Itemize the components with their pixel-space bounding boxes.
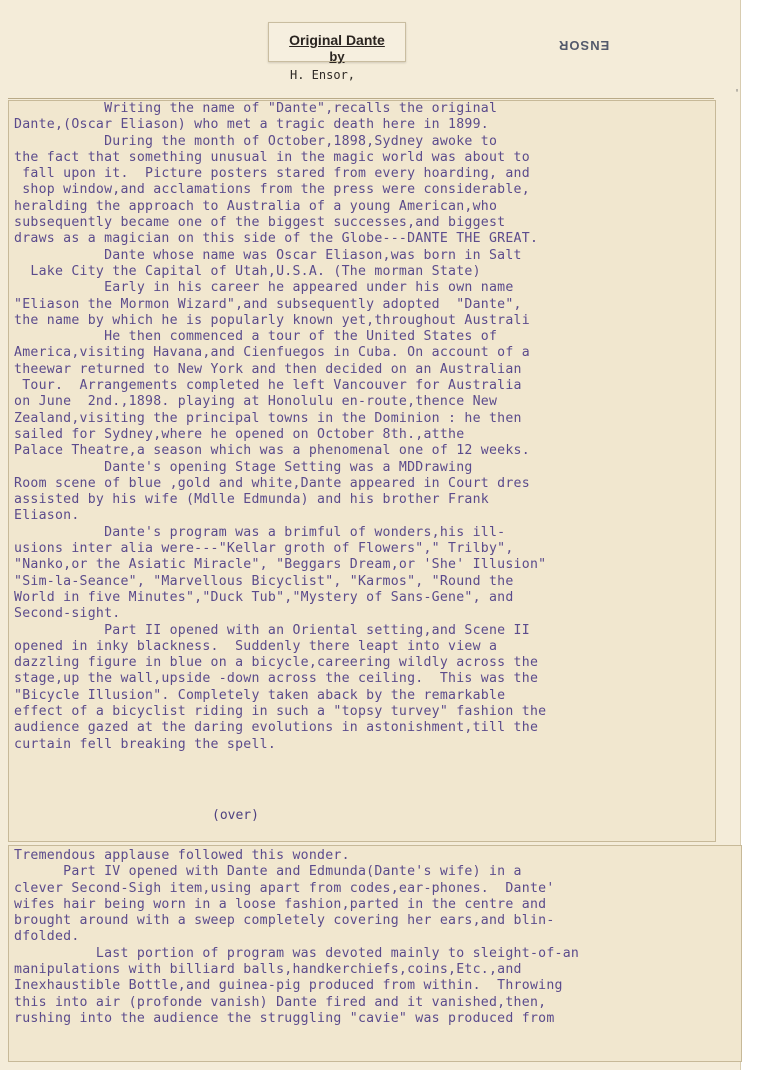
typed-line: assisted by his wife (Mdlle Edmunda) and his brother Frank (14, 492, 489, 508)
typed-line: draws as a magician on this side of the Globe---DANTE THE GREAT. (14, 231, 539, 247)
typed-line: heralding the approach to Australia of a young American,who (14, 198, 498, 214)
page-title: Original Dante (289, 32, 385, 48)
top-rule (8, 98, 714, 99)
typed-line: Early in his career he appeared under his own name (14, 280, 514, 296)
typed-line: Dante's program was a brimful of wonders,his ill- (14, 524, 506, 540)
typed-line: World in five Minutes","Duck Tub","Mystery of Sans-Gene", and (14, 589, 514, 605)
typed-line: on June 2nd.,1898. playing at Honolulu en-route,thence New (14, 394, 498, 410)
typed-line: He then commenced a tour of the United States of (14, 329, 498, 345)
typed-line: Second-sight. (14, 606, 121, 622)
typed-line: shop window,and acclamations from the press were considerable, (14, 182, 530, 198)
margin-pencil-mark: ' (734, 88, 741, 99)
typed-line: "Eliason the Mormon Wizard",and subsequently adopted "Dante", (14, 296, 522, 312)
typed-line: usions inter alia were---"Kellar groth of Flowers"," Trilby", (14, 541, 514, 557)
typed-line: curtain fell breaking the spell. (14, 736, 277, 752)
typed-line: opened in inky blackness. Suddenly there leapt into view a (14, 638, 498, 654)
typed-line: dfolded. (14, 929, 80, 945)
typed-line: "Nanko,or the Asiatic Miracle", "Beggars Dream,or 'She' Illusion" (14, 557, 547, 573)
byline-by: by (329, 49, 345, 64)
title-label (268, 22, 406, 62)
typed-line: the fact that something unusual in the magic world was about to (14, 149, 530, 165)
typed-line: Tour. Arrangements completed he left Vancouver for Australia (14, 378, 522, 394)
typed-line: Part IV opened with Dante and Edmunda(Dante's wife) in a (14, 864, 522, 880)
typed-line: Zealand,visiting the principal towns in the Dominion : he then (14, 410, 522, 426)
typed-line: Dante,(Oscar Eliason) who met a tragic death here in 1899. (14, 117, 489, 133)
typed-line: theewar returned to New York and then decided on an Australian (14, 361, 522, 377)
typed-line: Inexhaustible Bottle,and guinea-pig produced from within. Throwing (14, 978, 563, 994)
over-label: (over) (212, 808, 259, 823)
typed-line: subsequently became one of the biggest successes,and biggest (14, 215, 506, 231)
typed-line: During the month of October,1898,Sydney awoke to (14, 133, 498, 149)
typed-line: Last portion of program was devoted mainly to sleight-of-an (14, 945, 580, 961)
typed-line: Writing the name of "Dante",recalls the original (14, 101, 498, 116)
typed-line: rushing into the audience the struggling "cavie" was produced from (14, 1010, 555, 1026)
typed-line: dazzling figure in blue on a bicycle,careering wildly across the (14, 655, 539, 671)
typed-line: Dante whose name was Oscar Eliason,was born in Salt (14, 247, 522, 263)
ensor-stamp: ENSOR (558, 38, 610, 53)
typed-line: wifes hair being worn in a loose fashion,parted in the centre and (14, 896, 547, 912)
typed-line: Room scene of blue ,gold and white,Dante appeared in Court dres (14, 475, 530, 491)
typed-line: Eliason. (14, 508, 80, 524)
typed-line: this into air (profonde vanish) Dante fired and it vanished,then, (14, 994, 547, 1010)
typed-line: effect of a bicyclist riding in such a "topsy turvey" fashion the (14, 703, 547, 719)
typed-line: Lake City the Capital of Utah,U.S.A. (The morman State) (14, 263, 481, 279)
author-name: H. Ensor, (290, 68, 356, 82)
typed-line: Part II opened with an Oriental setting,and Scene II (14, 622, 530, 638)
typed-line: clever Second-Sigh item,using apart from codes,ear-phones. Dante' (14, 880, 555, 896)
typed-line: Dante's opening Stage Setting was a MDDrawing (14, 459, 473, 475)
typed-line: stage,up the wall,upside -down across the ceiling. This was the (14, 671, 539, 687)
typed-line: "Bicycle Illusion". Completely taken aback by the remarkable (14, 687, 506, 703)
typed-line: the name by which he is popularly known yet,throughout Australi (14, 312, 530, 328)
typed-line: sailed for Sydney,where he opened on October 8th.,atthe (14, 426, 465, 442)
typed-line: manipulations with billiard balls,handkerchiefs,coins,Etc.,and (14, 962, 522, 978)
typed-line: America,visiting Havana,and Cienfuegos in Cuba. On account of a (14, 345, 530, 361)
typed-line: audience gazed at the daring evolutions in astonishment,till the (14, 720, 539, 736)
typed-text-part-1 (14, 101, 714, 753)
typed-line: Tremendous applause followed this wonder. (14, 848, 350, 863)
typed-line: brought around with a sweep completely covering her ears,and blin- (14, 913, 555, 929)
typed-text-part-2 (14, 848, 734, 1027)
typed-line: Palace Theatre,a season which was a phenomenal one of 12 weeks. (14, 443, 530, 459)
typed-line: "Sim-la-Seance", "Marvellous Bicyclist", "Karmos", "Round the (14, 573, 514, 589)
typed-line: fall upon it. Picture posters stared from every hoarding, and (14, 166, 530, 182)
